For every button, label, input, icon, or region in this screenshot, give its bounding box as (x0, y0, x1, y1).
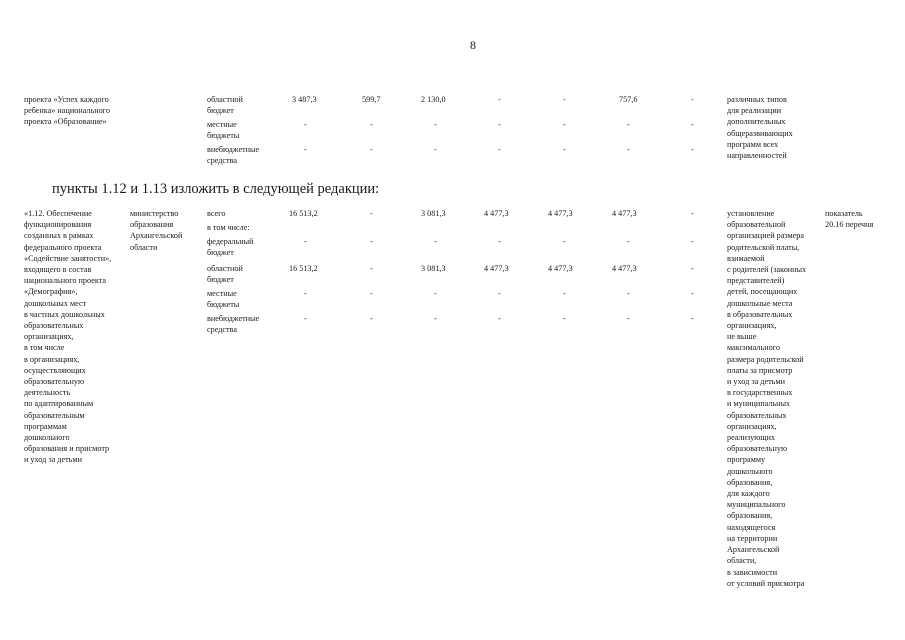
item-r4-y5: - (627, 289, 630, 298)
item-r3-total: 16 513,2 (289, 264, 318, 273)
item-r3-y1: - (370, 264, 373, 273)
page-number: 8 (470, 38, 476, 52)
top-source-extrabudget: внебюджетные средства (207, 145, 260, 166)
item-r4-y1: - (370, 289, 373, 298)
amendment-heading: пункты 1.12 и 1.13 изложить в следующей редакции: (52, 181, 380, 197)
top-r0-total: 3 487,3 (292, 95, 317, 104)
item-r4-y3: - (498, 289, 501, 298)
top-r0-y3: - (498, 95, 501, 104)
item-r0-total: 16 513,2 (289, 209, 318, 218)
item-r5-y5: - (627, 314, 630, 323)
top-r1-total: - (304, 120, 307, 129)
top-r1-y1: - (370, 120, 373, 129)
top-r0-y1: 599,7 (362, 95, 381, 104)
top-r2-y3: - (498, 145, 501, 154)
top-r2-y4: - (563, 145, 566, 154)
top-source-regional: областной бюджет (207, 95, 243, 116)
item-r2-y3: - (498, 237, 501, 246)
item-r3-y2: 3 081,3 (421, 264, 446, 273)
item-source-federal: федеральный бюджет (207, 237, 254, 258)
top-r1-y4: - (563, 120, 566, 129)
top-result: различных типов для реализации дополнительных общеразвивающих программ всех направленностей (727, 95, 793, 161)
top-r2-y5: - (627, 145, 630, 154)
item-source-local: местные бюджеты (207, 289, 240, 310)
item-result: установление образовательной организацией размера родительской платы, взимаемой с родителей (законных представителей) детей, посещающих дошкольные места в образовательных организациях, не выше максимального размера родительской платы за присмотр и уход за детьми в государственных и муниципальных образовательных организациях, реализующих образовательную программу дошкольного образования, для каждого муниципального образования, находящегося на территории Архангельской области, в зависимости от условий присмотра (727, 209, 807, 588)
item-source-incl: в том числе: (207, 223, 250, 232)
top-r2-total: - (304, 145, 307, 154)
item-r5-y6: - (691, 314, 694, 323)
item-r4-total: - (304, 289, 307, 298)
top-r1-y3: - (498, 120, 501, 129)
item-executor: министерство образования Архангельской области (130, 209, 183, 252)
top-r1-y6: - (691, 120, 694, 129)
item-r0-y6: - (691, 209, 694, 218)
item-r2-y1: - (370, 237, 373, 246)
top-r0-y4: - (563, 95, 566, 104)
item-source-regional: областной бюджет (207, 264, 243, 285)
item-r5-y1: - (370, 314, 373, 323)
item-r5-y2: - (434, 314, 437, 323)
top-r1-y5: - (627, 120, 630, 129)
item-r3-y5: 4 477,3 (612, 264, 637, 273)
item-r2-total: - (304, 237, 307, 246)
item-r5-y4: - (563, 314, 566, 323)
top-r0-y2: 2 130,0 (421, 95, 446, 104)
item-r3-y3: 4 477,3 (484, 264, 509, 273)
item-indicator: показатель 20.16 перечня (825, 209, 874, 230)
item-r0-y3: 4 477,3 (484, 209, 509, 218)
top-r1-y2: - (434, 120, 437, 129)
item-r5-total: - (304, 314, 307, 323)
item-r4-y6: - (691, 289, 694, 298)
top-r0-y6: - (691, 95, 694, 104)
item-r0-y5: 4 477,3 (612, 209, 637, 218)
top-r2-y6: - (691, 145, 694, 154)
item-source-total: всего (207, 209, 226, 218)
item-r2-y4: - (563, 237, 566, 246)
top-r2-y1: - (370, 145, 373, 154)
item-description: «1.12. Обеспечение функционирования созданных в рамках федерального проекта «Содействие занятости», входящего в состав национального проекта «Демография», дошкольных мест в частных дошкольных образовательных организациях, в том числе в организациях, осуществляющих образовательную деятельность по адаптированным образовательным программам дошкольного образования и присмотр и уход за детьми (24, 209, 112, 465)
item-r4-y4: - (563, 289, 566, 298)
item-r0-y1: - (370, 209, 373, 218)
item-source-extrabudget: внебюджетные средства (207, 314, 260, 335)
item-r5-y3: - (498, 314, 501, 323)
top-r2-y2: - (434, 145, 437, 154)
top-description: проекта «Успех каждого ребенка» национального проекта «Образование» (24, 95, 110, 127)
top-source-local: местные бюджеты (207, 120, 240, 141)
item-r3-y4: 4 477,3 (548, 264, 573, 273)
top-r0-y5: 757,6 (619, 95, 638, 104)
item-r3-y6: - (691, 264, 694, 273)
item-r2-y5: - (627, 237, 630, 246)
item-r0-y4: 4 477,3 (548, 209, 573, 218)
item-r2-y2: - (434, 237, 437, 246)
item-r4-y2: - (434, 289, 437, 298)
item-r0-y2: 3 081,3 (421, 209, 446, 218)
item-r2-y6: - (691, 237, 694, 246)
